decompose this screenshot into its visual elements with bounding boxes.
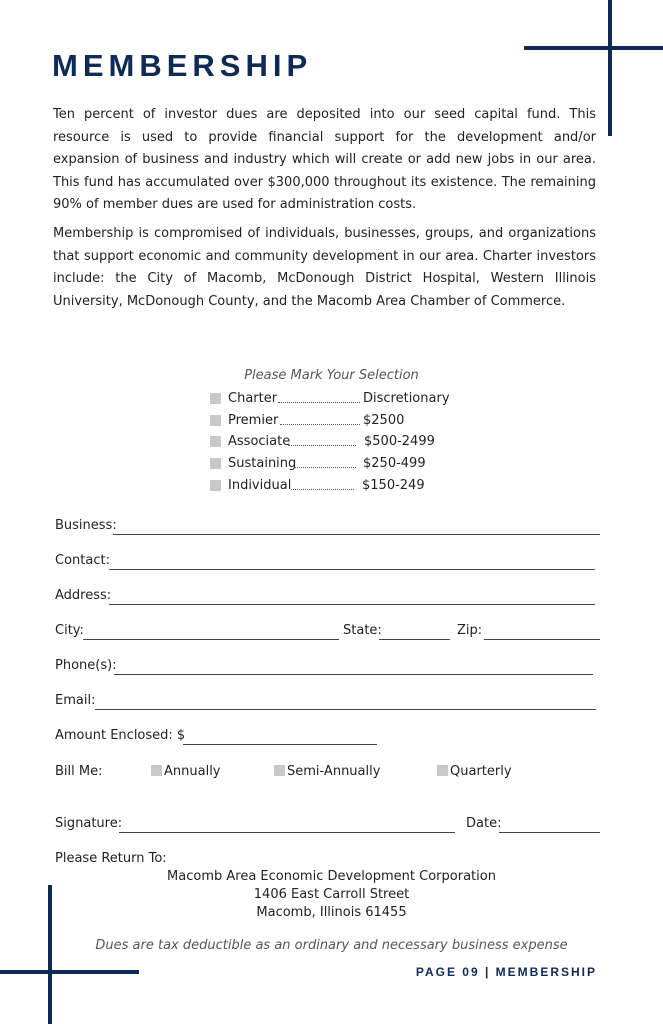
signature-line[interactable]: [119, 832, 455, 833]
top-horizontal-rule: [524, 46, 663, 50]
option-associate[interactable]: [210, 431, 435, 451]
option-label: Charter: [228, 390, 278, 406]
checkbox-icon[interactable]: [274, 765, 285, 776]
tax-note: Dues are tax deductible as an ordinary and necessary business expense: [95, 938, 568, 953]
leader-dots: [280, 424, 360, 425]
date-label: Date:: [466, 816, 502, 831]
bill-annually-option[interactable]: [151, 764, 221, 779]
phone-label: Phone(s):: [55, 658, 117, 673]
checkbox-icon[interactable]: [437, 765, 448, 776]
option-sustaining[interactable]: [210, 453, 426, 473]
option-value: Discretionary: [363, 390, 450, 406]
option-individual[interactable]: [210, 475, 425, 495]
address-label: Address:: [55, 588, 112, 603]
contact-line[interactable]: [109, 569, 595, 570]
seed-fund-paragraph: Ten percent of investor dues are deposited into our seed capital fund. This resource is used to provide financial support for the development and/or expansion of business and industry which will create or add new jobs in our area. This fund has accumulated over $300,000 throughout its existence. The remaining 90% of member dues are used for administration costs.: [53, 107, 596, 213]
address-line[interactable]: [109, 604, 595, 605]
leader-dots: [291, 489, 354, 490]
amount-label: Amount Enclosed: $: [55, 728, 186, 743]
bill-quarterly-option[interactable]: [437, 764, 512, 779]
bill-option-label: Annually: [164, 764, 221, 779]
option-label: Premier: [228, 412, 279, 428]
checkbox-icon[interactable]: [151, 765, 162, 776]
option-value: $500-2499: [364, 433, 435, 449]
top-vertical-rule: [608, 0, 612, 136]
checkbox-icon[interactable]: [210, 415, 221, 426]
state-line[interactable]: [379, 639, 450, 640]
bill-semi-annually-option[interactable]: [274, 764, 380, 779]
membership-paragraph: Membership is compromised of individuals, businesses, groups, and organizations that support economic and community development in our area. Charter investors include: the City of Macomb, McDonough District Hospital, Western Illinois University, McDonough County, and the Macomb Area Chamber of Commerce.: [53, 226, 596, 309]
return-city: Macomb, Illinois 61455: [256, 905, 407, 920]
option-charter[interactable]: [210, 388, 450, 408]
state-field[interactable]: [343, 623, 450, 643]
state-label: State:: [343, 623, 382, 638]
leader-dots: [288, 445, 356, 446]
signature-field[interactable]: [55, 816, 455, 836]
business-line[interactable]: [113, 534, 600, 535]
city-line[interactable]: [83, 639, 339, 640]
page-footer: PAGE 09 | MEMBERSHIP: [415, 965, 597, 979]
bottom-horizontal-rule: [0, 970, 139, 974]
checkbox-icon[interactable]: [210, 436, 221, 447]
email-field[interactable]: [55, 693, 596, 713]
city-field[interactable]: [55, 623, 339, 643]
zip-label: Zip:: [457, 623, 483, 638]
option-label: Associate: [228, 433, 291, 449]
date-field[interactable]: [466, 816, 600, 836]
return-label: Please Return To:: [55, 851, 167, 866]
business-field[interactable]: [55, 518, 600, 538]
amount-line[interactable]: [183, 744, 377, 745]
email-line[interactable]: [95, 709, 596, 710]
checkbox-icon[interactable]: [210, 480, 221, 491]
leader-dots: [294, 467, 356, 468]
bill-option-label: Quarterly: [450, 764, 512, 779]
zip-field[interactable]: [457, 623, 600, 643]
option-value: $250-499: [363, 455, 426, 471]
phone-field[interactable]: [55, 658, 593, 678]
business-label: Business:: [55, 518, 117, 533]
checkbox-icon[interactable]: [210, 458, 221, 469]
option-value: $2500: [363, 412, 405, 428]
bill-option-label: Semi-Annually: [287, 764, 381, 779]
amount-field[interactable]: [55, 728, 377, 748]
page-title: MEMBERSHIP: [52, 48, 313, 83]
address-field[interactable]: [55, 588, 595, 608]
option-value: $150-249: [362, 477, 425, 493]
option-premier[interactable]: [210, 410, 405, 430]
checkbox-icon[interactable]: [210, 393, 221, 404]
date-line[interactable]: [499, 832, 600, 833]
contact-field[interactable]: [55, 553, 595, 573]
contact-label: Contact:: [55, 553, 110, 568]
email-label: Email:: [55, 693, 96, 708]
zip-line[interactable]: [484, 639, 600, 640]
return-org: Macomb Area Economic Development Corporation: [167, 869, 496, 884]
city-label: City:: [55, 623, 84, 638]
return-street: 1406 East Carroll Street: [253, 887, 410, 902]
signature-label: Signature:: [55, 816, 123, 831]
option-label: Sustaining: [228, 455, 297, 471]
leader-dots: [278, 402, 360, 403]
phone-line[interactable]: [114, 674, 593, 675]
bill-me-label: Bill Me:: [55, 764, 103, 779]
selection-title: Please Mark Your Selection: [244, 368, 419, 383]
option-label: Individual: [228, 477, 292, 493]
